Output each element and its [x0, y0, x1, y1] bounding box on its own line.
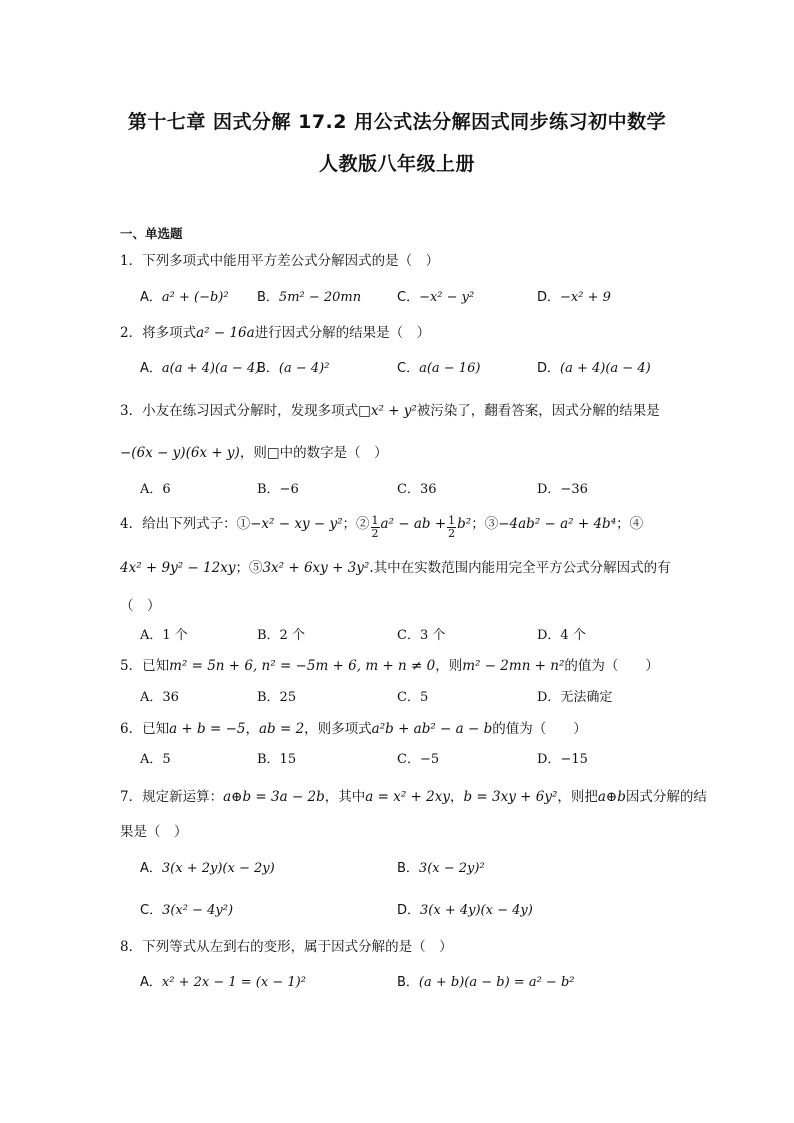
section-heading: 一、单选题 [120, 226, 183, 241]
q5-option-c: C．5 [397, 690, 429, 705]
q2-option-a: A．a(a + 4)(a − 4) [140, 361, 261, 376]
question-4-stem-line3: （ ） [120, 598, 161, 614]
q7-option-d: D．3(x + 4y)(x − 4y) [397, 903, 533, 918]
fraction-half: $\frac{1}{2}$ [448, 514, 456, 540]
q1-option-b: B．5m² − 20mn [257, 290, 362, 305]
q2-option-d: D．(a + 4)(a − 4) [537, 361, 651, 376]
q1-option-c: C．−x² − y² [397, 290, 475, 305]
question-6-stem: 6．已知a + b = −5，ab = 2，则多项式a²b + ab² − a − b的值为（ ） [120, 721, 587, 737]
q6-option-c: C．−5 [397, 752, 440, 767]
q7-option-a: A．3(x + 2y)(x − 2y) [140, 861, 275, 876]
q1-option-a: A．a² + (−b)² [140, 290, 229, 305]
question-4-stem: 4．给出下列式子：①−x² − xy − y²；② $\frac{1}{2}$ a² − ab + $\frac{1}{2}$ b²；③−4ab² − a² + 4b⁴；④ [120, 514, 644, 540]
q5-option-d: D．无法确定 [537, 690, 613, 705]
question-4-stem-line2: 4x² + 9y² − 12xy；⑤3x² + 6xy + 3y².其中在实数范围内能用完全平方公式分解因式的有 [120, 560, 671, 576]
question-1-stem: 1．下列多项式中能用平方差公式分解因式的是（ ） [120, 253, 440, 269]
question-3-stem: 3．小友在练习因式分解时，发现多项式□x² + y²被污染了，翻看答案，因式分解的结果是 [120, 403, 660, 419]
page-title-line1: 第十七章 因式分解 17.2 用公式法分解因式同步练习初中数学 [127, 111, 667, 133]
q3-option-c: C．36 [397, 482, 437, 497]
q2-option-b: B．(a − 4)² [257, 361, 330, 376]
page-title-line2: 人教版八年级上册 [318, 153, 475, 175]
q4-option-a: A．1 个 [140, 628, 188, 643]
question-5-stem: 5．已知m² = 5n + 6, n² = −5m + 6, m + n ≠ 0，则m² − 2mn + n²的值为（ ） [120, 658, 659, 674]
question-2-stem: 2．将多项式a² − 16a进行因式分解的结果是（ ） [120, 325, 431, 341]
fraction-half: $\frac{1}{2}$ [371, 514, 379, 540]
q3-option-d: D．−36 [537, 482, 588, 497]
q6-option-b: B．15 [257, 752, 297, 767]
q5-option-b: B．25 [257, 690, 297, 705]
question-8-stem: 8．下列等式从左到右的变形，属于因式分解的是（ ） [120, 939, 453, 955]
q8-option-a: A．x² + 2x − 1 = (x − 1)² [140, 975, 306, 990]
q4-option-b: B．2 个 [257, 628, 305, 643]
q3-option-a: A．6 [140, 482, 171, 497]
question-7-stem: 7．规定新运算：a⊕b = 3a − 2b，其中a = x² + 2xy，b = 3xy + 6y²，则把a⊕b因式分解的结 [120, 789, 707, 805]
q7-option-b: B．3(x − 2y)² [397, 861, 485, 876]
q5-option-a: A．36 [140, 690, 179, 705]
q7-option-c: C．3(x² − 4y²) [140, 903, 234, 918]
q2-option-c: C．a(a − 16) [397, 361, 481, 376]
q4-option-d: D．4 个 [537, 628, 586, 643]
q8-option-b: B．(a + b)(a − b) = a² − b² [397, 975, 575, 990]
q1-option-d: D．−x² + 9 [537, 290, 611, 305]
q3-option-b: B．−6 [257, 482, 299, 497]
q6-option-a: A．5 [140, 752, 171, 767]
q4-option-c: C．3 个 [397, 628, 446, 643]
question-3-stem-line2: −(6x − y)(6x + y)，则□中的数字是（ ） [120, 445, 388, 461]
q6-option-d: D．−15 [537, 752, 588, 767]
question-7-stem-line2: 果是（ ） [120, 824, 188, 840]
